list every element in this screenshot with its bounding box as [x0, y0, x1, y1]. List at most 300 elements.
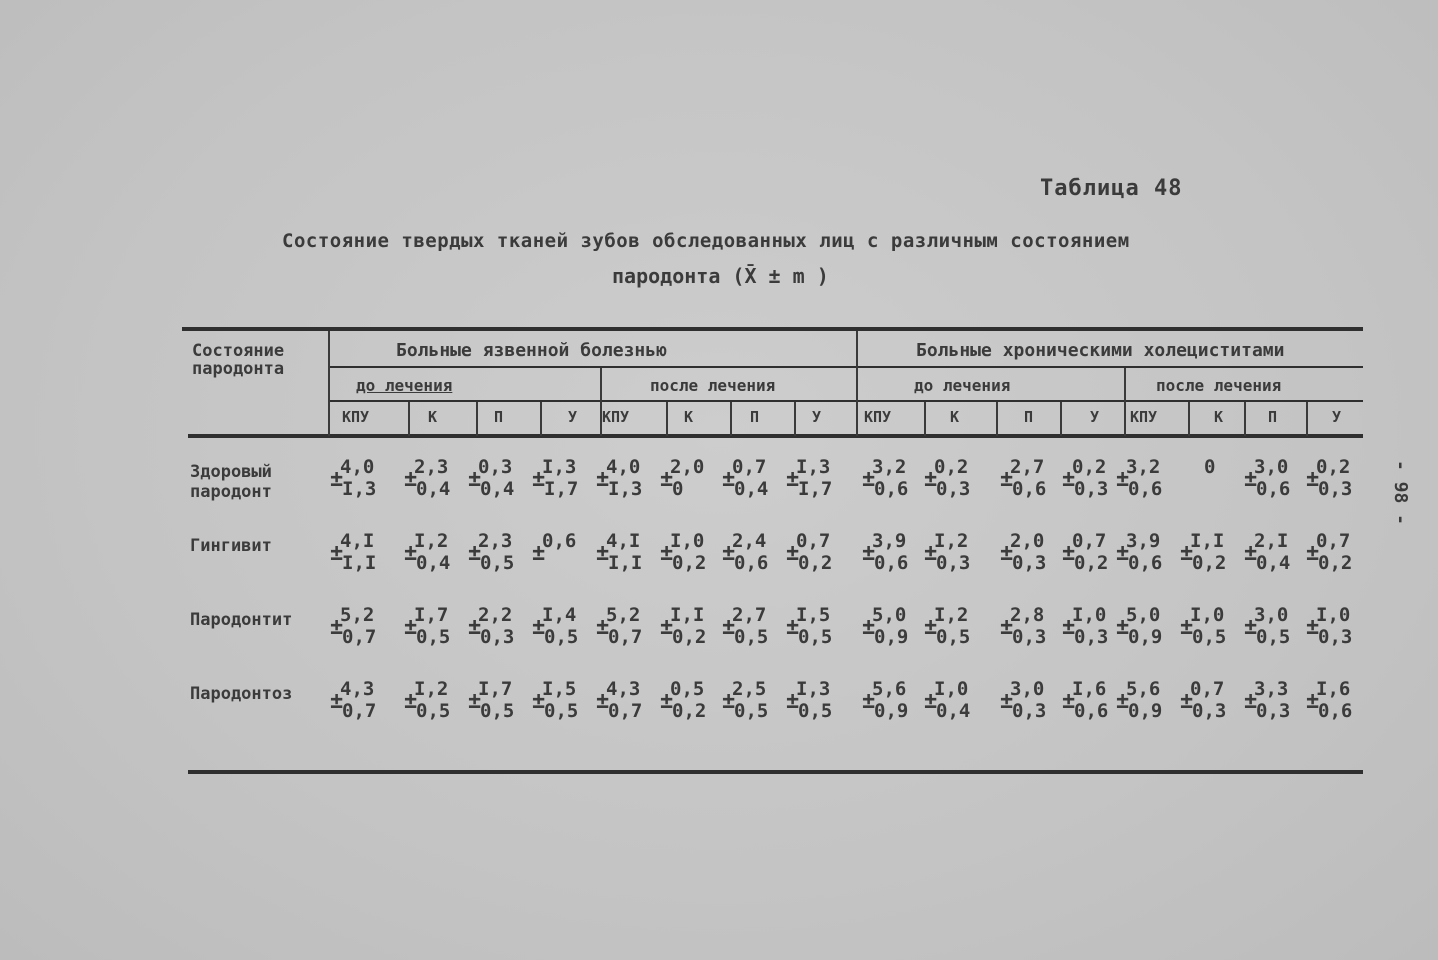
mean-value: 0,3 [478, 456, 513, 478]
plus-minus-sign: ± [330, 541, 344, 566]
mean-value: 2,0 [1010, 530, 1045, 552]
plus-minus-sign: ± [1180, 689, 1194, 714]
header-divider [996, 402, 998, 436]
plus-minus-sign: ± [1062, 467, 1076, 492]
error-value: 0,6 [1256, 478, 1291, 500]
mean-value: I,3 [796, 678, 831, 700]
table-cell [660, 532, 720, 578]
mean-value: 3,9 [872, 530, 907, 552]
mean-value: I,I [670, 604, 705, 626]
plus-minus-sign: ± [1000, 541, 1014, 566]
error-value: 0,2 [1318, 552, 1353, 574]
mean-value: 3,2 [872, 456, 907, 478]
error-value: 0,9 [1128, 626, 1163, 648]
error-value: 0,4 [480, 478, 515, 500]
table-cell [660, 680, 720, 726]
header-divider [328, 331, 330, 436]
error-value: 0,3 [1012, 552, 1047, 574]
error-value: I,7 [798, 478, 833, 500]
plus-minus-sign: ± [1062, 689, 1076, 714]
error-value: I,I [342, 552, 377, 574]
table-cell [404, 680, 464, 726]
table-cell [786, 680, 846, 726]
mean-value: 2,5 [732, 678, 767, 700]
mean-value: 0,2 [1316, 456, 1351, 478]
table-cell [722, 680, 782, 726]
error-value: 0,3 [1192, 700, 1227, 722]
subgroup-after-1: после лечения [650, 376, 776, 395]
error-value: I,3 [342, 478, 377, 500]
table-cell [330, 532, 390, 578]
mean-value: 2,2 [478, 604, 513, 626]
plus-minus-sign: ± [468, 689, 482, 714]
error-value: 0,6 [874, 478, 909, 500]
plus-minus-sign: ± [330, 689, 344, 714]
mean-value: I,0 [934, 678, 969, 700]
error-value: 0,5 [798, 700, 833, 722]
mean-value: 2,7 [1010, 456, 1045, 478]
plus-minus-sign: ± [1244, 541, 1258, 566]
mean-value: 5,0 [872, 604, 907, 626]
column-header: К [684, 408, 694, 426]
plus-minus-sign: ± [862, 615, 876, 640]
mean-value: 4,I [606, 530, 641, 552]
subgroup-before-1: до лечения [356, 376, 453, 395]
mean-value: I,2 [414, 530, 449, 552]
error-value: 0,5 [1256, 626, 1291, 648]
error-value: 0,3 [1256, 700, 1291, 722]
table-cell [1244, 680, 1304, 726]
table-cell [862, 606, 922, 652]
plus-minus-sign: ± [532, 615, 546, 640]
table-cell [862, 458, 922, 504]
group-rule [330, 366, 1363, 368]
table-title-line2: пародонта (X̄ ± m ) [612, 264, 829, 288]
table-cell [660, 606, 720, 652]
plus-minus-sign: ± [786, 467, 800, 492]
table-cell [468, 532, 528, 578]
top-rule [182, 327, 1363, 331]
mean-value: 2,4 [732, 530, 767, 552]
error-value: 0,3 [480, 626, 515, 648]
error-value: 0,3 [1074, 626, 1109, 648]
table-cell [862, 532, 922, 578]
plus-minus-sign: ± [596, 541, 610, 566]
error-value: 0,3 [1318, 626, 1353, 648]
mean-value: 5,2 [606, 604, 641, 626]
mean-value: 0,2 [1072, 456, 1107, 478]
table-cell [1000, 606, 1060, 652]
column-header: КПУ [342, 408, 370, 426]
plus-minus-sign: ± [1116, 541, 1130, 566]
table-cell [1000, 458, 1060, 504]
plus-minus-sign: ± [862, 541, 876, 566]
table-cell [404, 532, 464, 578]
table-cell [468, 458, 528, 504]
table-cell [786, 458, 846, 504]
error-value: 0,7 [608, 700, 643, 722]
mean-value: 4,0 [340, 456, 375, 478]
table-cell [722, 458, 782, 504]
error-value: 0,9 [874, 626, 909, 648]
error-value: 0,2 [1192, 552, 1227, 574]
mean-value: 2,3 [478, 530, 513, 552]
column-header: П [1024, 408, 1034, 426]
plus-minus-sign: ± [1000, 467, 1014, 492]
error-value: 0,5 [544, 626, 579, 648]
column-header: К [950, 408, 960, 426]
plus-minus-sign: ± [468, 467, 482, 492]
error-value: 0,2 [672, 552, 707, 574]
plus-minus-sign: ± [660, 541, 674, 566]
plus-minus-sign: ± [722, 467, 736, 492]
plus-minus-sign: ± [1306, 541, 1320, 566]
table-cell [1116, 458, 1176, 504]
error-value: 0,7 [342, 626, 377, 648]
column-header: У [1332, 408, 1342, 426]
mean-value: I,2 [934, 604, 969, 626]
plus-minus-sign: ± [404, 541, 418, 566]
error-value: 0,6 [1318, 700, 1353, 722]
table-cell [468, 680, 528, 726]
row-label: Пародонтоз [190, 684, 293, 704]
plus-minus-sign: ± [1244, 615, 1258, 640]
mean-value: I,6 [1316, 678, 1351, 700]
plus-minus-sign: ± [596, 615, 610, 640]
error-value: 0,7 [608, 626, 643, 648]
header-divider [856, 331, 858, 436]
error-value: 0,5 [734, 626, 769, 648]
column-header: У [1090, 408, 1100, 426]
table-cell [1180, 606, 1240, 652]
column-header: У [568, 408, 578, 426]
plus-minus-sign: ± [468, 541, 482, 566]
error-value: 0,5 [544, 700, 579, 722]
row-label: Здоровый пародонт [190, 462, 272, 502]
error-value: 0,3 [936, 478, 971, 500]
column-header: КПУ [602, 408, 630, 426]
error-value: 0,6 [1128, 478, 1163, 500]
plus-minus-sign: ± [924, 689, 938, 714]
table-cell [1180, 458, 1240, 504]
table-cell [1116, 532, 1176, 578]
plus-minus-sign: ± [1180, 615, 1194, 640]
mean-value: 5,6 [1126, 678, 1161, 700]
plus-minus-sign: ± [532, 467, 546, 492]
error-value: 0,7 [342, 700, 377, 722]
header-divider [1244, 402, 1246, 436]
column-header: У [812, 408, 822, 426]
plus-minus-sign: ± [330, 467, 344, 492]
column-header: К [428, 408, 438, 426]
mean-value: I,2 [414, 678, 449, 700]
header-first-column: Состояние пародонта [192, 341, 285, 379]
table-cell [532, 680, 592, 726]
plus-minus-sign: ± [1116, 689, 1130, 714]
plus-minus-sign: ± [596, 467, 610, 492]
plus-minus-sign: ± [468, 615, 482, 640]
table-cell [330, 458, 390, 504]
plus-minus-sign: ± [1000, 615, 1014, 640]
table-cell [924, 532, 984, 578]
plus-minus-sign: ± [924, 615, 938, 640]
header-divider [1060, 402, 1062, 436]
plus-minus-sign: ± [924, 541, 938, 566]
error-value: 0,4 [416, 552, 451, 574]
error-value: 0,6 [734, 552, 769, 574]
plus-minus-sign: ± [660, 689, 674, 714]
mean-value: I,0 [1190, 604, 1225, 626]
header-divider [1306, 402, 1308, 436]
table-number: Таблица 48 [1040, 176, 1183, 201]
plus-minus-sign: ± [1180, 541, 1194, 566]
mean-value: I,7 [478, 678, 513, 700]
header-divider [666, 402, 668, 436]
error-value: 0,5 [1192, 626, 1227, 648]
mean-value: 0,7 [732, 456, 767, 478]
header-divider [1188, 402, 1190, 436]
table-cell [1244, 606, 1304, 652]
plus-minus-sign: ± [1062, 615, 1076, 640]
plus-minus-sign: ± [404, 615, 418, 640]
plus-minus-sign: ± [862, 689, 876, 714]
table-cell [862, 680, 922, 726]
error-value: 0,2 [1074, 552, 1109, 574]
table-cell [786, 532, 846, 578]
error-value: 0,5 [416, 626, 451, 648]
mean-value: 5,0 [1126, 604, 1161, 626]
mean-value: 4,I [340, 530, 375, 552]
plus-minus-sign: ± [924, 467, 938, 492]
mean-value: I,6 [1072, 678, 1107, 700]
mean-value: 2,I [1254, 530, 1289, 552]
subgroup-before-2: до лечения [914, 376, 1011, 395]
mean-value: 0,6 [542, 530, 577, 552]
error-value: 0,4 [1256, 552, 1291, 574]
plus-minus-sign: ± [722, 689, 736, 714]
table-cell [1000, 532, 1060, 578]
table-title-line1: Состояние твердых тканей зубов обследованных лиц с различным состоянием [282, 230, 1130, 252]
mean-value: 3,0 [1254, 604, 1289, 626]
table-cell [1180, 680, 1240, 726]
table-cell [1306, 680, 1366, 726]
error-value: 0,3 [1074, 478, 1109, 500]
header-divider [408, 402, 410, 436]
plus-minus-sign: ± [660, 615, 674, 640]
mean-value: I,5 [542, 678, 577, 700]
table-cell [722, 532, 782, 578]
error-value: 0,5 [416, 700, 451, 722]
table-cell [330, 606, 390, 652]
plus-minus-sign: ± [786, 541, 800, 566]
plus-minus-sign: ± [404, 689, 418, 714]
error-value: 0,3 [1012, 626, 1047, 648]
mean-value: 2,8 [1010, 604, 1045, 626]
mean-value: 4,3 [340, 678, 375, 700]
table-cell [532, 532, 592, 578]
error-value: 0,5 [480, 700, 515, 722]
error-value: 0,6 [874, 552, 909, 574]
error-value: 0,3 [1318, 478, 1353, 500]
table-cell [596, 680, 656, 726]
table-cell [786, 606, 846, 652]
table-cell [924, 458, 984, 504]
mean-value: 3,9 [1126, 530, 1161, 552]
plus-minus-sign: ± [532, 541, 546, 566]
row-label: Пародонтит [190, 610, 293, 630]
error-value: 0,5 [480, 552, 515, 574]
bottom-rule [188, 770, 1363, 774]
table-cell [924, 680, 984, 726]
plus-minus-sign: ± [1306, 467, 1320, 492]
column-header: П [494, 408, 504, 426]
plus-minus-sign: ± [1306, 689, 1320, 714]
plus-minus-sign: ± [786, 615, 800, 640]
plus-minus-sign: ± [1000, 689, 1014, 714]
table-cell [596, 606, 656, 652]
error-value: 0,5 [936, 626, 971, 648]
table-cell [330, 680, 390, 726]
mean-value: I,7 [414, 604, 449, 626]
mean-value: 0,5 [670, 678, 705, 700]
table-cell [1306, 532, 1366, 578]
error-value: 0,5 [734, 700, 769, 722]
column-header: КПУ [864, 408, 892, 426]
subgroup-after-2: после лечения [1156, 376, 1282, 395]
column-header: П [1268, 408, 1278, 426]
plus-minus-sign: ± [1116, 467, 1130, 492]
table-cell [1244, 532, 1304, 578]
mean-value: 4,3 [606, 678, 641, 700]
header-divider [794, 402, 796, 436]
mean-value: 3,0 [1010, 678, 1045, 700]
header-divider [476, 402, 478, 436]
mean-value: 0,7 [1316, 530, 1351, 552]
table-cell [1116, 606, 1176, 652]
plus-minus-sign: ± [786, 689, 800, 714]
mean-value: 2,0 [670, 456, 705, 478]
mean-value: I,0 [1072, 604, 1107, 626]
group-header-cholecystitis: Больные хроническими холециститами [916, 340, 1285, 361]
table-cell [924, 606, 984, 652]
mean-value: 4,0 [606, 456, 641, 478]
plus-minus-sign: ± [1306, 615, 1320, 640]
error-value: 0,2 [672, 626, 707, 648]
page-number: - 98 - [1390, 460, 1411, 526]
mean-value: I,3 [542, 456, 577, 478]
plus-minus-sign: ± [862, 467, 876, 492]
table-cell [722, 606, 782, 652]
table-cell [1062, 532, 1122, 578]
plus-minus-sign: ± [660, 467, 674, 492]
error-value: 0,4 [416, 478, 451, 500]
error-value: 0,6 [1012, 478, 1047, 500]
header-divider [540, 402, 542, 436]
plus-minus-sign: ± [722, 615, 736, 640]
header-divider [924, 402, 926, 436]
table-cell [1062, 458, 1122, 504]
table-cell [404, 606, 464, 652]
table-cell [596, 458, 656, 504]
mean-value: 5,6 [872, 678, 907, 700]
error-value: I,I [608, 552, 643, 574]
mean-value: I,4 [542, 604, 577, 626]
table-cell [596, 532, 656, 578]
plus-minus-sign: ± [1062, 541, 1076, 566]
error-value: I,3 [608, 478, 643, 500]
error-value: 0,2 [798, 552, 833, 574]
header-divider [730, 402, 732, 436]
plus-minus-sign: ± [1244, 467, 1258, 492]
error-value: 0,2 [672, 700, 707, 722]
mean-value: 0,7 [1190, 678, 1225, 700]
mean-value: 3,3 [1254, 678, 1289, 700]
error-value: 0,9 [874, 700, 909, 722]
mean-value: 3,0 [1254, 456, 1289, 478]
mean-value: I,0 [670, 530, 705, 552]
mean-value: I,2 [934, 530, 969, 552]
table-cell [532, 458, 592, 504]
mean-value: 0,7 [1072, 530, 1107, 552]
column-header: КПУ [1130, 408, 1158, 426]
error-value: 0,4 [734, 478, 769, 500]
table-cell [1180, 532, 1240, 578]
mean-value: 3,2 [1126, 456, 1161, 478]
plus-minus-sign: ± [1244, 689, 1258, 714]
row-label: Гингивит [190, 536, 272, 556]
table-cell [1306, 606, 1366, 652]
table-cell [1306, 458, 1366, 504]
error-value: 0,3 [1012, 700, 1047, 722]
plus-minus-sign: ± [1116, 615, 1130, 640]
error-value: 0 [672, 478, 684, 500]
table-cell [404, 458, 464, 504]
column-header: П [750, 408, 760, 426]
plus-minus-sign: ± [596, 689, 610, 714]
plus-minus-sign: ± [532, 689, 546, 714]
plus-minus-sign: ± [330, 615, 344, 640]
error-value: 0,6 [1128, 552, 1163, 574]
error-value: 0,5 [798, 626, 833, 648]
error-value: 0,6 [1074, 700, 1109, 722]
table-cell [532, 606, 592, 652]
mean-value: 0 [1204, 456, 1216, 478]
error-value: 0,3 [936, 552, 971, 574]
mean-value: 5,2 [340, 604, 375, 626]
header-divider [1124, 368, 1126, 436]
error-value: 0,9 [1128, 700, 1163, 722]
plus-minus-sign: ± [404, 467, 418, 492]
mean-value: 2,7 [732, 604, 767, 626]
mean-value: I,I [1190, 530, 1225, 552]
mean-value: I,3 [796, 456, 831, 478]
column-header: К [1214, 408, 1224, 426]
error-value: I,7 [544, 478, 579, 500]
mean-value: I,0 [1316, 604, 1351, 626]
mean-value: 2,3 [414, 456, 449, 478]
subgroup-rule [330, 400, 1363, 402]
table-cell [1000, 680, 1060, 726]
error-value: 0,4 [936, 700, 971, 722]
table-cell [660, 458, 720, 504]
group-header-ulcer: Больные язвенной болезнью [396, 340, 667, 361]
table-cell [1244, 458, 1304, 504]
table-cell [1062, 680, 1122, 726]
table-cell [1062, 606, 1122, 652]
header-bottom-rule [188, 434, 1363, 438]
mean-value: I,5 [796, 604, 831, 626]
mean-value: 0,2 [934, 456, 969, 478]
